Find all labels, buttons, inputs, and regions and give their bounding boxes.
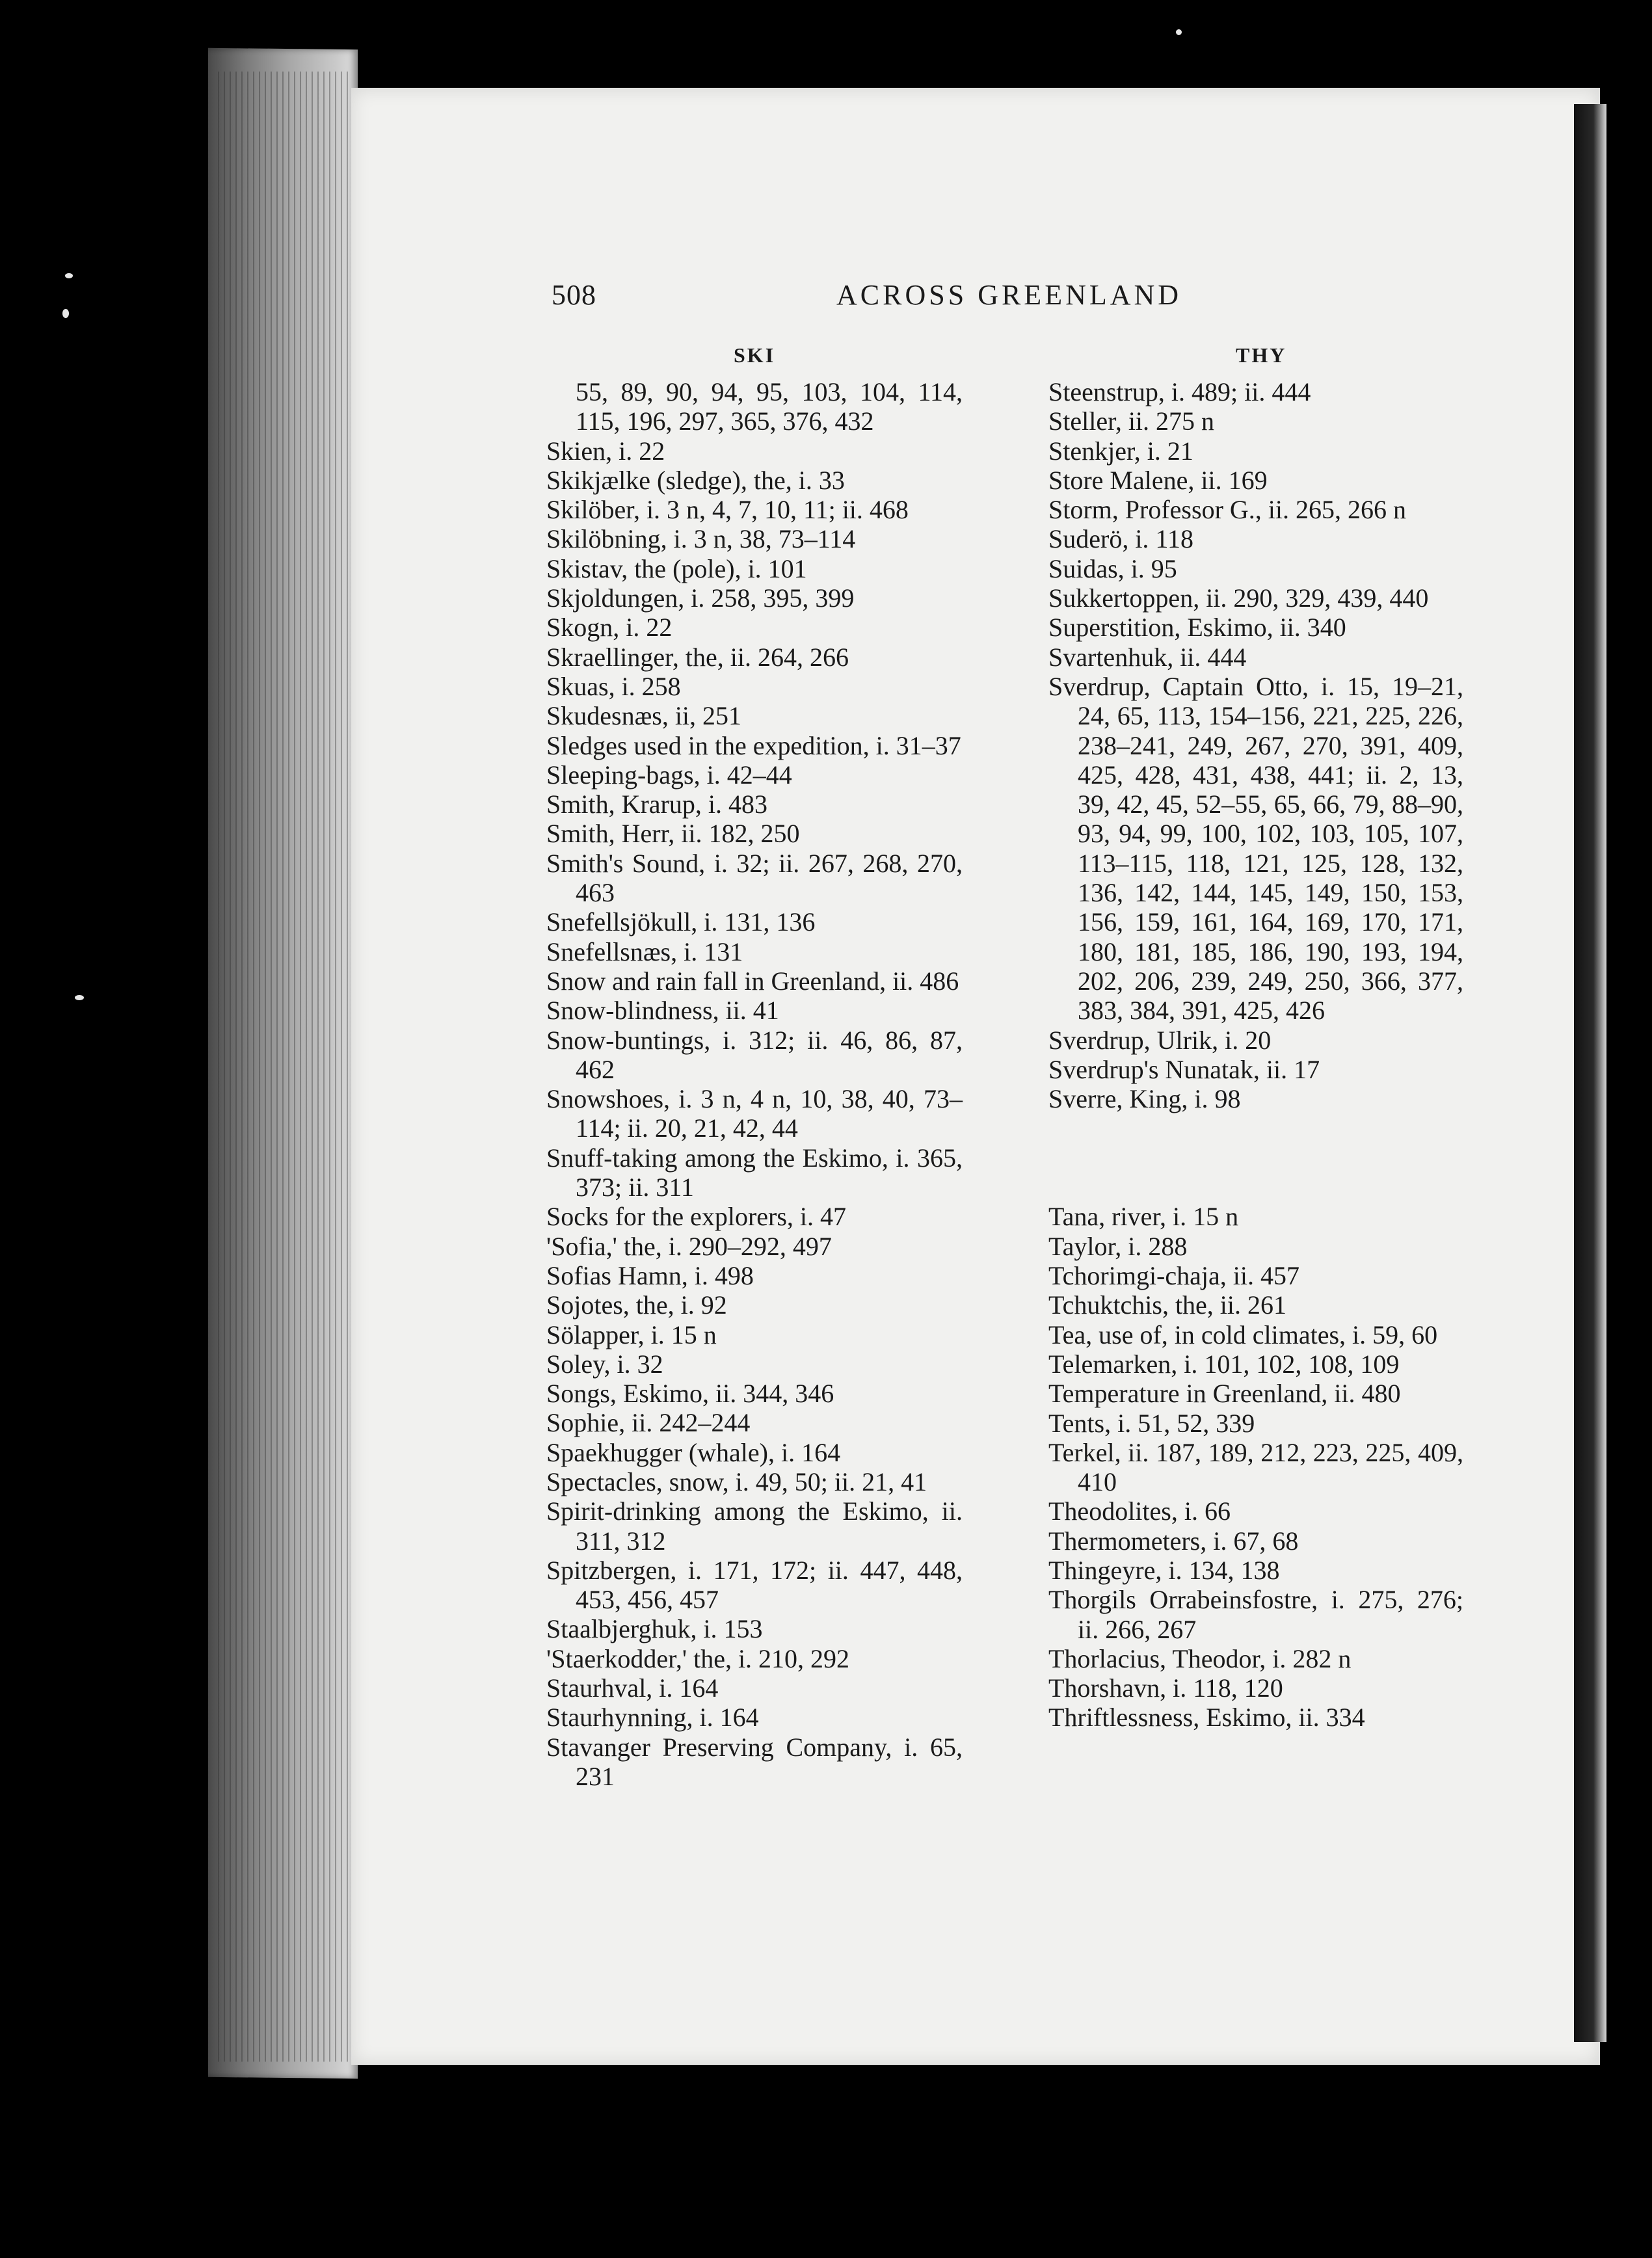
index-entry: Stavanger Preserving Company, i. 65, 231 bbox=[546, 1732, 963, 1791]
dust-speck bbox=[65, 273, 73, 278]
index-entry: Terkel, ii. 187, 189, 212, 223, 225, 409, 410 bbox=[1048, 1437, 1463, 1497]
index-entry: Store Malene, ii. 169 bbox=[1048, 465, 1268, 495]
index-entry: Superstition, Eskimo, ii. 340 bbox=[1048, 613, 1346, 643]
index-column-left bbox=[546, 377, 963, 1791]
index-entry: Skogn, i. 22 bbox=[546, 613, 673, 643]
index-entry: Tana, river, i. 15 n bbox=[1048, 1202, 1239, 1232]
index-entry: Thorshavn, i. 118, 120 bbox=[1048, 1673, 1283, 1703]
dust-speck bbox=[75, 995, 84, 1000]
index-entry: Sölapper, i. 15 n bbox=[546, 1320, 717, 1349]
index-entry: Snow-blindness, ii. 41 bbox=[546, 996, 779, 1026]
dust-speck bbox=[1176, 29, 1182, 35]
index-entry: Sojotes, the, i. 92 bbox=[546, 1290, 727, 1320]
index-entry: Suderö, i. 118 bbox=[1048, 524, 1193, 554]
index-entry: Tchuktchis, the, ii. 261 bbox=[1048, 1290, 1287, 1320]
index-entry: Snow-buntings, i. 312; ii. 46, 86, 87, 462 bbox=[546, 1025, 963, 1084]
index-entry: Skuas, i. 258 bbox=[546, 671, 681, 701]
index-entry: Songs, Eskimo, ii. 344, 346 bbox=[546, 1379, 834, 1409]
catchword-left: SKI bbox=[734, 343, 776, 367]
index-entry: Sofias Hamn, i. 498 bbox=[546, 1260, 754, 1290]
index-entry: Theodolites, i. 66 bbox=[1048, 1496, 1231, 1526]
index-entry: Tents, i. 51, 52, 339 bbox=[1048, 1408, 1255, 1438]
page-title: ACROSS GREENLAND bbox=[836, 279, 1182, 311]
index-entry: Thorgils Orrabeinsfostre, i. 275, 276; ii. 266, 267 bbox=[1048, 1585, 1463, 1644]
index-entry: Spaekhugger (whale), i. 164 bbox=[546, 1437, 841, 1467]
index-entry: Tchorimgi-chaja, ii. 457 bbox=[1048, 1261, 1299, 1291]
index-entry: Snuff-taking among the Eskimo, i. 365, 373; ii. 311 bbox=[546, 1143, 963, 1202]
index-entry: Steller, ii. 275 n bbox=[1048, 406, 1215, 436]
index-entry: Snow and rain fall in Greenland, ii. 486 bbox=[546, 966, 959, 996]
index-entry: Sverre, King, i. 98 bbox=[1048, 1084, 1241, 1114]
page-number: 508 bbox=[552, 279, 596, 311]
index-entry: Spirit-drinking among the Eskimo, ii. 311, 312 bbox=[546, 1496, 963, 1556]
index-entry: Skistav, the (pole), i. 101 bbox=[546, 553, 807, 583]
index-entry: Stenkjer, i. 21 bbox=[1048, 436, 1193, 466]
index-entry: Staurhynning, i. 164 bbox=[546, 1703, 759, 1733]
catchword-right: THY bbox=[1236, 343, 1287, 367]
index-entry: Telemarken, i. 101, 102, 108, 109 bbox=[1048, 1349, 1400, 1379]
index-entry: Storm, Professor G., ii. 265, 266 n bbox=[1048, 495, 1406, 525]
running-head bbox=[552, 278, 1475, 317]
index-entry: Soley, i. 32 bbox=[546, 1349, 663, 1379]
index-entry: Spectacles, snow, i. 49, 50; ii. 21, 41 bbox=[546, 1467, 927, 1496]
index-column-right bbox=[1048, 377, 1463, 1733]
facing-page-edge bbox=[1574, 104, 1606, 2042]
index-entry: Sverdrup's Nunatak, ii. 17 bbox=[1048, 1054, 1320, 1084]
index-entry: Sledges used in the expedition, i. 31–37 bbox=[546, 730, 961, 760]
index-entry: Skien, i. 22 bbox=[546, 436, 665, 466]
index-entry: Smith's Sound, i. 32; ii. 267, 268, 270, 463 bbox=[546, 848, 963, 908]
index-entry: Steenstrup, i. 489; ii. 444 bbox=[1048, 377, 1311, 406]
index-entry: Skraellinger, the, ii. 264, 266 bbox=[546, 642, 849, 672]
index-entry: 'Staerkodder,' the, i. 210, 292 bbox=[546, 1643, 850, 1673]
index-entry: Temperature in Greenland, ii. 480 bbox=[1048, 1379, 1401, 1409]
index-entry: Socks for the explorers, i. 47 bbox=[546, 1202, 847, 1232]
index-entry: Skikjælke (sledge), the, i. 33 bbox=[546, 465, 845, 495]
index-entry: Smith, Herr, ii. 182, 250 bbox=[546, 819, 800, 849]
dust-speck bbox=[62, 309, 69, 318]
index-entry: Skilöber, i. 3 n, 4, 7, 10, 11; ii. 468 bbox=[546, 495, 909, 525]
index-entry: Snefellsnæs, i. 131 bbox=[546, 936, 743, 966]
index-entry: Skilöbning, i. 3 n, 38, 73–114 bbox=[546, 524, 856, 554]
index-entry: Smith, Krarup, i. 483 bbox=[546, 790, 767, 819]
index-entry: Thorlacius, Theodor, i. 282 n bbox=[1048, 1643, 1352, 1673]
section-gap bbox=[1048, 1113, 1463, 1202]
index-entry: 'Sofia,' the, i. 290–292, 497 bbox=[546, 1231, 832, 1261]
index-entry: Skjoldungen, i. 258, 395, 399 bbox=[546, 583, 855, 613]
index-entry: Sukkertoppen, ii. 290, 329, 439, 440 bbox=[1048, 583, 1429, 613]
index-entry: Suidas, i. 95 bbox=[1048, 553, 1177, 583]
index-entry: Sverdrup, Captain Otto, i. 15, 19–21, 24, 65, 113, 154–156, 221, 225, 226, 238–241, 249, 267, 270, 391, 409, 425, 428, 431, 438, 441; ii. 2, 13, 39, 42, 45, 52–55, 65, 66, 79, 88–90, 93, 94, 99, 100, 102, 103, 105, 107, 113–115, 118, 121, 125, 128, 132, 136, 142, 144, 145, 149, 150, 153, 156, 159, 161, 164, 169, 170, 171, 180, 181, 185, 186, 190, 193, 194, 202, 206, 239, 249, 250, 366, 377, 383, 384, 391, 425, 426 bbox=[1048, 671, 1463, 1026]
index-entry: Thermometers, i. 67, 68 bbox=[1048, 1526, 1299, 1556]
index-entry: Thriftlessness, Eskimo, ii. 334 bbox=[1048, 1703, 1365, 1733]
index-entry: 55, 89, 90, 94, 95, 103, 104, 114, 115, 196, 297, 365, 376, 432 bbox=[576, 377, 963, 436]
index-entry: Sleeping-bags, i. 42–44 bbox=[546, 760, 792, 790]
index-entry: Tea, use of, in cold climates, i. 59, 60 bbox=[1048, 1320, 1438, 1349]
index-entry: Sophie, ii. 242–244 bbox=[546, 1408, 751, 1438]
index-entry: Spitzbergen, i. 171, 172; ii. 447, 448, 453, 456, 457 bbox=[546, 1555, 963, 1615]
index-entry: Sverdrup, Ulrik, i. 20 bbox=[1048, 1025, 1272, 1055]
index-entry: Staurhval, i. 164 bbox=[546, 1673, 719, 1703]
index-entry: Skudesnæs, ii, 251 bbox=[546, 701, 742, 731]
index-entry: Svartenhuk, ii. 444 bbox=[1048, 642, 1247, 672]
page-edge-texture bbox=[218, 72, 348, 2062]
index-entry: Snowshoes, i. 3 n, 4 n, 10, 38, 40, 73–114; ii. 20, 21, 42, 44 bbox=[546, 1084, 963, 1143]
index-entry: Snefellsjökull, i. 131, 136 bbox=[546, 907, 816, 937]
index-entry: Taylor, i. 288 bbox=[1048, 1231, 1188, 1261]
index-entry: Thingeyre, i. 134, 138 bbox=[1048, 1555, 1280, 1585]
index-entry: Staalbjerghuk, i. 153 bbox=[546, 1614, 763, 1644]
